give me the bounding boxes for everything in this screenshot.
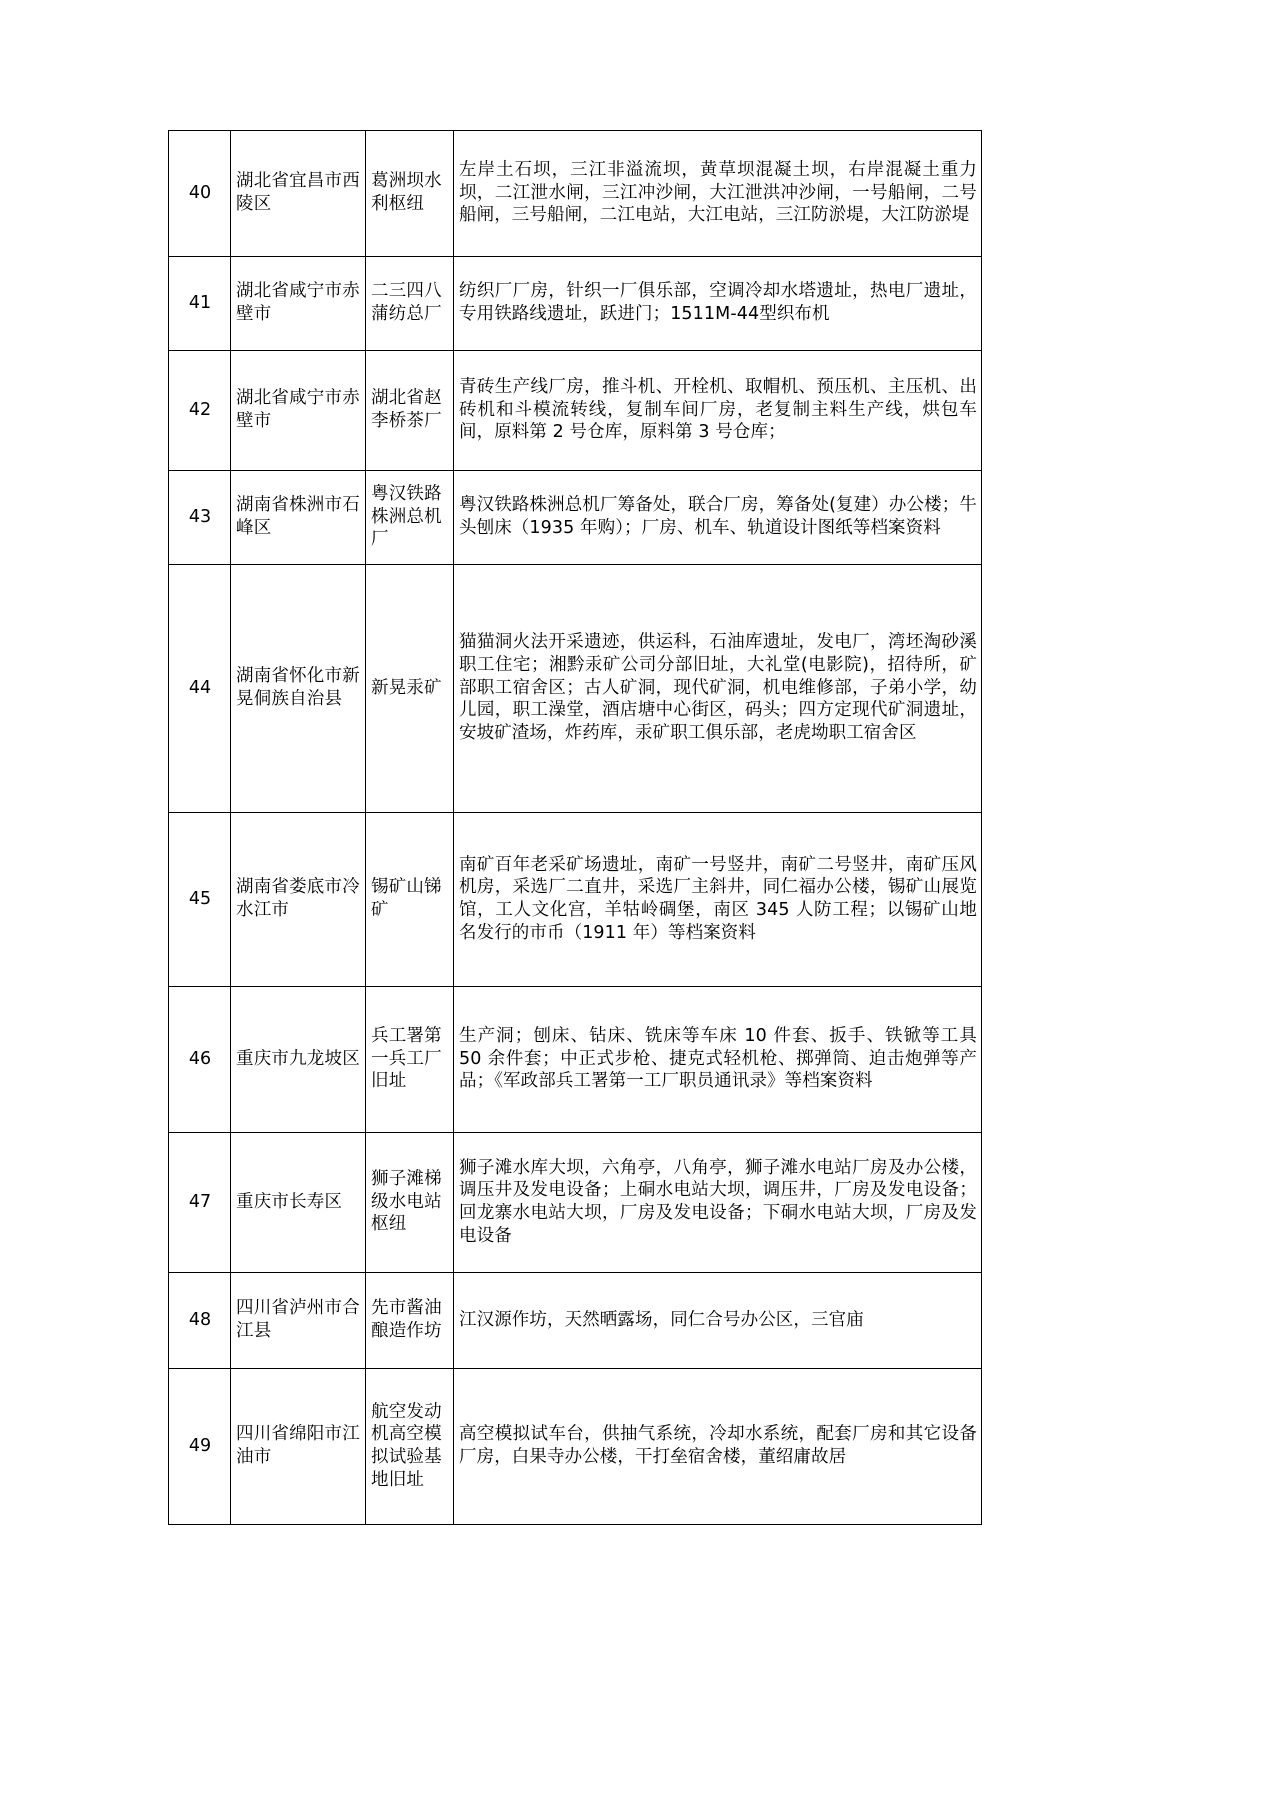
row-name: 航空发动机高空模拟试验基地旧址 [366, 1369, 454, 1525]
table-row [169, 1273, 982, 1369]
table-row [169, 1133, 982, 1273]
row-location: 湖南省娄底市冷水江市 [231, 813, 366, 987]
row-name: 葛洲坝水利枢纽 [366, 131, 454, 257]
row-location: 重庆市长寿区 [231, 1133, 366, 1273]
row-description: 狮子滩水库大坝，六角亭，八角亭，狮子滩水电站厂房及办公楼，调压井及发电设备；上硐水电站大坝，调压井，厂房及发电设备；回龙寨水电站大坝，厂房及发电设备；下硐水电站大坝，厂房及发电设备 [454, 1133, 982, 1273]
row-index: 44 [169, 565, 231, 813]
table-row [169, 987, 982, 1133]
row-location: 湖北省咸宁市赤壁市 [231, 257, 366, 351]
heritage-list-table [168, 130, 982, 1525]
row-description: 高空模拟试车台，供抽气系统，冷却水系统，配套厂房和其它设备厂房，白果寺办公楼，干打垒宿舍楼，董绍庸故居 [454, 1369, 982, 1525]
row-name: 二三四八蒲纺总厂 [366, 257, 454, 351]
table-row [169, 471, 982, 565]
row-name: 锡矿山锑矿 [366, 813, 454, 987]
row-location: 湖南省怀化市新晃侗族自治县 [231, 565, 366, 813]
row-index: 43 [169, 471, 231, 565]
row-index: 47 [169, 1133, 231, 1273]
row-location: 重庆市九龙坡区 [231, 987, 366, 1133]
row-index: 40 [169, 131, 231, 257]
row-index: 42 [169, 351, 231, 471]
row-index: 45 [169, 813, 231, 987]
row-index: 41 [169, 257, 231, 351]
row-index: 48 [169, 1273, 231, 1369]
table-row [169, 1369, 982, 1525]
row-description: 江汉源作坊，天然晒露场，同仁合号办公区，三官庙 [454, 1273, 982, 1369]
table-row [169, 813, 982, 987]
table-row [169, 351, 982, 471]
row-location: 湖南省株洲市石峰区 [231, 471, 366, 565]
row-name: 兵工署第一兵工厂旧址 [366, 987, 454, 1133]
row-name: 湖北省赵李桥茶厂 [366, 351, 454, 471]
row-name: 先市酱油酿造作坊 [366, 1273, 454, 1369]
row-location: 四川省绵阳市江油市 [231, 1369, 366, 1525]
table-body [169, 131, 982, 1525]
row-name: 粤汉铁路株洲总机厂 [366, 471, 454, 565]
row-location: 湖北省咸宁市赤壁市 [231, 351, 366, 471]
row-description: 青砖生产线厂房，推斗机、开栓机、取帽机、预压机、主压机、出砖机和斗模流转线，复制车间厂房，老复制主料生产线，烘包车间，原料第 2 号仓库，原料第 3 号仓库； [454, 351, 982, 471]
row-name: 狮子滩梯级水电站枢纽 [366, 1133, 454, 1273]
row-index: 46 [169, 987, 231, 1133]
row-description: 生产洞；刨床、钻床、铣床等车床 10 件套、扳手、铁锨等工具 50 余件套；中正式步枪、捷克式轻机枪、掷弹筒、迫击炮弹等产品；《军政部兵工署第一工厂职员通讯录》等档案资料 [454, 987, 982, 1133]
row-description: 猫猫洞火法开采遗迹，供运科，石油库遗址，发电厂，湾坯淘砂溪职工住宅；湘黔汞矿公司分部旧址，大礼堂(电影院)，招待所，矿部职工宿舍区；古人矿洞，现代矿洞，机电维修部，子弟小学，幼儿园，职工澡堂，酒店塘中心街区，码头；四方定现代矿洞遗址，安坡矿渣场，炸药库，汞矿职工俱乐部，老虎坳职工宿舍区 [454, 565, 982, 813]
row-description: 粤汉铁路株洲总机厂筹备处，联合厂房，筹备处(复建）办公楼；牛头刨床（1935 年购）；厂房、机车、轨道设计图纸等档案资料 [454, 471, 982, 565]
row-description: 纺织厂厂房，针织一厂俱乐部，空调冷却水塔遗址，热电厂遗址，专用铁路线遗址，跃进门；1511M-44型织布机 [454, 257, 982, 351]
row-name: 新晃汞矿 [366, 565, 454, 813]
table-row [169, 257, 982, 351]
row-description: 左岸土石坝，三江非溢流坝，黄草坝混凝土坝，右岸混凝土重力坝，二江泄水闸，三江冲沙闸，大江泄洪冲沙闸，一号船闸，二号船闸，三号船闸，二江电站，大江电站，三江防淤堤，大江防淤堤 [454, 131, 982, 257]
row-location: 四川省泸州市合江县 [231, 1273, 366, 1369]
row-index: 49 [169, 1369, 231, 1525]
row-location: 湖北省宜昌市西陵区 [231, 131, 366, 257]
row-description: 南矿百年老采矿场遗址，南矿一号竖井，南矿二号竖井，南矿压风机房，采选厂二直井，采选厂主斜井，同仁福办公楼，锡矿山展览馆，工人文化宫，羊牯岭碉堡，南区 345 人防工程；以锡矿山地名发行的市币（1911 年）等档案资料 [454, 813, 982, 987]
table-row [169, 565, 982, 813]
table-row [169, 131, 982, 257]
